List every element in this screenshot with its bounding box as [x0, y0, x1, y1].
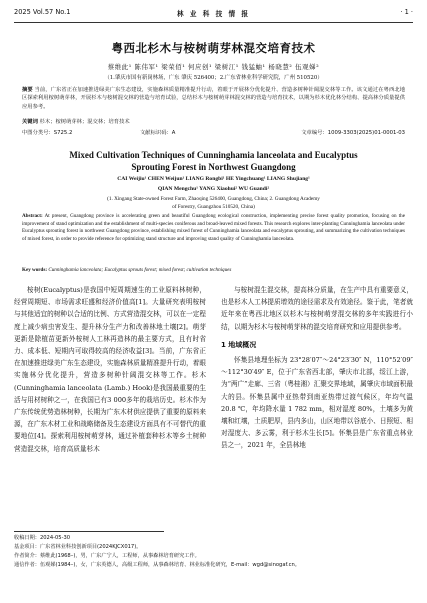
- en-title-line1: Mixed Cultivation Techniques of Cunninghamia lanceolata and Eucalyptus: [69, 150, 358, 160]
- cn-abstract: [22, 86, 405, 111]
- en-abstract-label: Abstract:: [22, 213, 43, 219]
- en-keywords: [22, 267, 405, 275]
- intro-paragraph-cont: 与桉树混生混交林，提高林分质量，在生产中具有重要意义，也是杉木人工林提质增效的途径需求及有效途径。鉴于此，笔者就近年来在粤西北地区以杉木与桉树萌芽混交林的多年实践进行小结，以期为杉木与桉树萌芽林的混交培育研究和应用提供参考。: [221, 286, 413, 331]
- en-authors-line1: CAI Weijiu¹ CHEN Weijun¹ LIANG Rongbi¹ HE Yingchuang¹ LIANG Shujiang¹: [117, 176, 310, 182]
- cn-keywords-text: 杉木；桉树萌芽林；混交林；培育技术: [39, 119, 130, 125]
- classification-line: [22, 128, 405, 138]
- en-abstract-text: At present, Guangdong province is accelerating green and beautiful Guangdong ecological construction, implementing precise forest quality promotion, focusing on the improvement of stand optimization and the establishment of multi-species coniferous and broad-leaved mixed forests. This research explores inter-planting Cunninghamia lanceolata under Eucalyptus sprouting forest in northwest Guangdong province, establishing mixed forest of Cunninghamia lanceolata and eucalyptus sprouting, and summarizing the cultivation techniques of mixed forest, in order to provide reference for optimizing stand structure and improving stand quality of Cunninghamia lanceolata.: [22, 213, 405, 242]
- intro-paragraph: 桉树(Eucalyptus)是我国中短周期速生的工业原料林树种，经营周期短、市场需求旺盛和经济价值高[1]。大量研究表明桉树与其他适宜的树种以合适的比例、方式营造混交林，可以在一定程度上减少病虫害发生、提升林分生产力和改善林地土壤[2]。萌芽更新是除植苗更新外桉树人工林再造林的最主要方式，且有时省力、成本低、短期内可取得较高的经济收益[3]。当前，广东省正在加速推进绿美广东生态建设，实施森林质量精准提升行动，着眼实施林分优化提升，营造多树种针阔混交林等工作。杉木(Cunninghamia lanceolata (Lamb.) Hook)是我国最重要的生活与用材树种之一，在我国已有3 000多年的栽培历史。杉木作为广东传统优势造林树种，长期为广东木材供应提供了重要的原料来源，在广东木材工业和战略储备及生态建设方面具有不可替代的重要地位[4]。探索利用桉树萌芽林，通过补植套种杉木等乡土树种营造混交林，培育高质量杉木: [14, 286, 206, 453]
- journal-name: 林 业 科 技 情 报: [176, 10, 251, 18]
- en-keywords-label: Key words:: [22, 267, 48, 273]
- body-left-column: [14, 284, 206, 529]
- cn-keywords-label: 关键词: [22, 119, 38, 125]
- header-rule: [14, 22, 413, 23]
- cn-abstract-text: 当前，广东省正在加速推进绿美广东生态建设，实施森林质量精准提升行动，着眼于开展林分优化提升、营造多树种针阔混交林等工作。该文通过在粤西北地区探索利用桉树萌芽林，开展杉木与桉树混交林的营造与培育试验，总结杉木与桉树萌芽林混交林的营造与培育技术，以期为杉木优化林分结构、提高林分质量提供应用参考。: [22, 87, 405, 110]
- journal-issue: 2025 Vol.57 No.1: [14, 8, 71, 16]
- section-heading-1: 1 地域概况: [221, 340, 257, 349]
- cn-title: 粤西北杉木与桉树萌芽林混交培育技术: [111, 41, 316, 55]
- page-number: · 1 ·: [400, 8, 413, 16]
- corresponding-author: 通信作者：伍观娣(1984–)，女，广东英德人，高级工程师，从事森林培育、林业标准化研究，E-mail：wgd@sinogaf.cn。: [14, 562, 300, 568]
- cn-authors: 蔡维此¹ 陈伟军¹ 梁荣佰¹ 何应创¹ 梁树江¹ 钱猛蚰¹ 杨晓慧² 伍观娣²: [107, 63, 320, 71]
- en-affiliation: [0, 195, 427, 211]
- received-date: 收稿日期：2024-05-30: [14, 535, 71, 541]
- fund-project: 基金项目：广东省林业科技创新项目(2024KJCX017)。: [14, 544, 142, 550]
- en-title: [0, 149, 427, 173]
- en-abstract: [22, 213, 405, 243]
- footnote-rule: [14, 531, 164, 532]
- en-affil-line1: (1. Xingang State-owned Forest Farm, Zhaoqing 526400, Guangdong, China; 2. Guangdong Academy: [107, 196, 320, 202]
- en-authors-line2: QIAN Mengchu¹ YANG Xiaohui² WU Guandi²: [157, 186, 270, 192]
- clc-number: 中图分类号：S725.2: [22, 130, 73, 136]
- article-number: 文章编号：1009-3303(2025)01-0001-03: [301, 130, 405, 136]
- en-keywords-text: Cunninghamia lanceolata; Eucalyptus sprouts forest; mixed forest; cultivation techniques: [48, 267, 232, 273]
- author-bio: 作者简介：蔡维此(1968–)，男，广东广宁人，工程师，从事森林培育研究工作。: [14, 553, 200, 559]
- en-affil-line2: of Forestry, Guangzhou 510520, China): [172, 204, 255, 210]
- cn-abstract-label: 摘要: [22, 87, 33, 93]
- running-header: [14, 6, 413, 20]
- cn-affiliation: （1.肇庆市国有新岗林场，广东 肇庆 526400；2.广东省林业科学研究院，广州 510520）: [104, 75, 323, 81]
- en-title-line2: Sprouting Forest in Northwest Guangdong: [131, 162, 296, 172]
- cn-keywords: [22, 118, 405, 126]
- doc-code: 文献标识码：A: [140, 130, 176, 136]
- footnote: [14, 534, 413, 570]
- section1-paragraph: 怀集县地理坐标为 23°28′07″～24°23′30″ N，110°52′09″～112°30′49″ E，位于广东省西北部，肇庆市北部，绥江上游，为“两广”走廊、三省（粤桂湘）汇聚交界地域，属肇庆市域面积最大的县。怀集县属中亚热带到南亚热带过渡气候区，年均气温 20.8 ℃，年均降水量 1 782 mm，相对湿度 80%，土壤多为黄壤和红壤，土质肥厚，县内多山，山区地带以谷底小、日照短、相对湿度大、多云雾，利于杉木生长[5]。怀集县是广东省重点林业县之一，2021 年，全县林地: [221, 356, 413, 450]
